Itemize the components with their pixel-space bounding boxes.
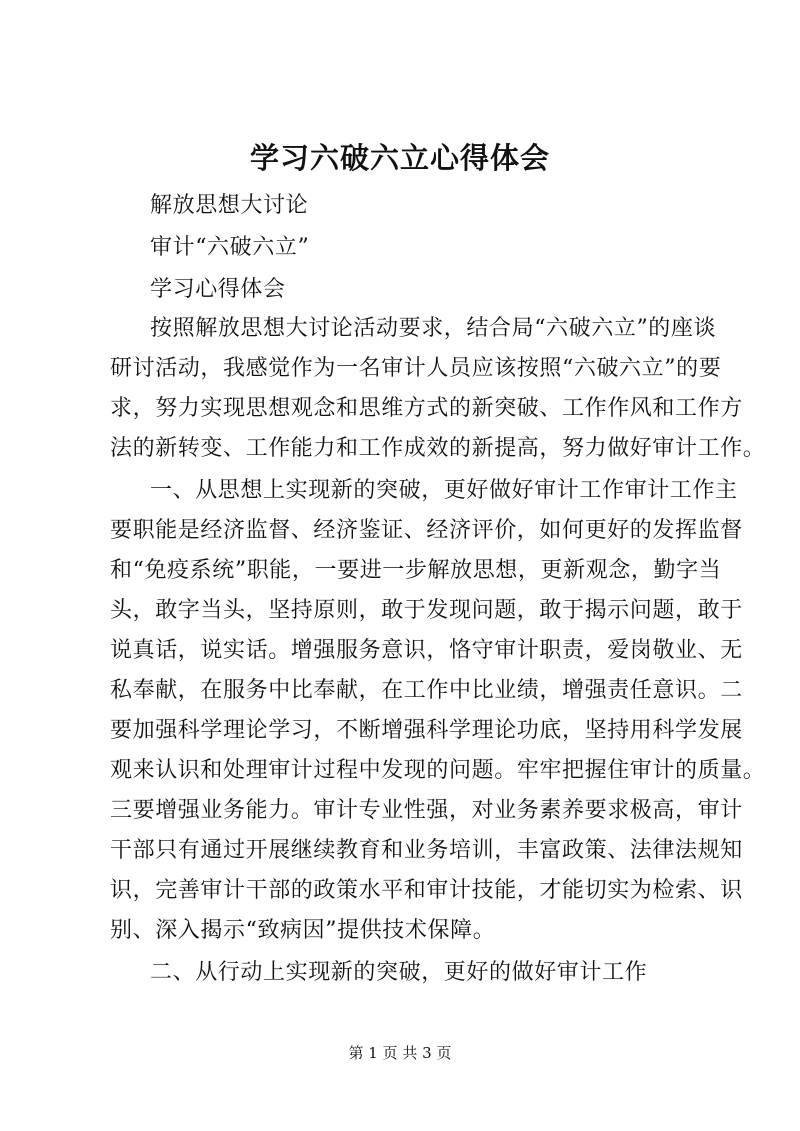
body-line: 说真话，说实话。增强服务意识，恪守审计职责，爱岗敬业、无 [110, 638, 743, 663]
document-title: 学习六破六立心得体会 [249, 141, 550, 175]
subheading: 解放思想大讨论 [150, 193, 309, 218]
body-line: 要加强科学理论学习，不断增强科学理论功底，坚持用科学发展 [110, 718, 743, 743]
body-line: 法的新转变、工作能力和工作成效的新提高，努力做好审计工作。 [110, 436, 766, 461]
page-number: 第 1 页 共 3 页 [348, 1044, 452, 1062]
body-line: 头，敢字当头，坚持原则，敢于发现问题，敢于揭示问题，敢于 [110, 598, 743, 623]
body-line: 干部只有通过开展继续教育和业务培训，丰富政策、法律法规知 [110, 838, 743, 863]
body-line: 一、从思想上实现新的突破，更好做好审计工作审计工作主 [150, 478, 738, 503]
subheading: 审计“六破六立” [150, 235, 310, 260]
body-line: 按照解放思想大讨论活动要求，结合局“六破六立”的座谈 [150, 316, 717, 341]
body-line: 要职能是经济监督、经济鉴证、经济评价，如何更好的发挥监督 [110, 518, 743, 543]
body-line: 三要增强业务能力。审计专业性强，对业务素养要求极高，审计 [110, 798, 743, 823]
body-line: 私奉献，在服务中比奉献，在工作中比业绩，增强责任意识。二 [110, 678, 743, 703]
body-line: 和“免疫系统”职能，一要进一步解放思想，更新观念，勤字当 [110, 558, 722, 583]
body-line: 二、从行动上实现新的突破，更好的做好审计工作 [150, 960, 648, 985]
body-line: 观来认识和处理审计过程中发现的问题。牢牢把握住审计的质量。 [110, 758, 766, 783]
subheading: 学习心得体会 [150, 277, 286, 302]
body-line: 求，努力实现思想观念和思维方式的新突破、工作作风和工作方 [110, 396, 743, 421]
body-line: 识，完善审计干部的政策水平和审计技能，才能切实为检索、识 [110, 878, 743, 903]
body-line: 别、深入揭示“致病因”提供技术保障。 [110, 918, 496, 943]
body-line: 研讨活动，我感觉作为一名审计人员应该按照“六破六立”的要 [110, 356, 722, 381]
